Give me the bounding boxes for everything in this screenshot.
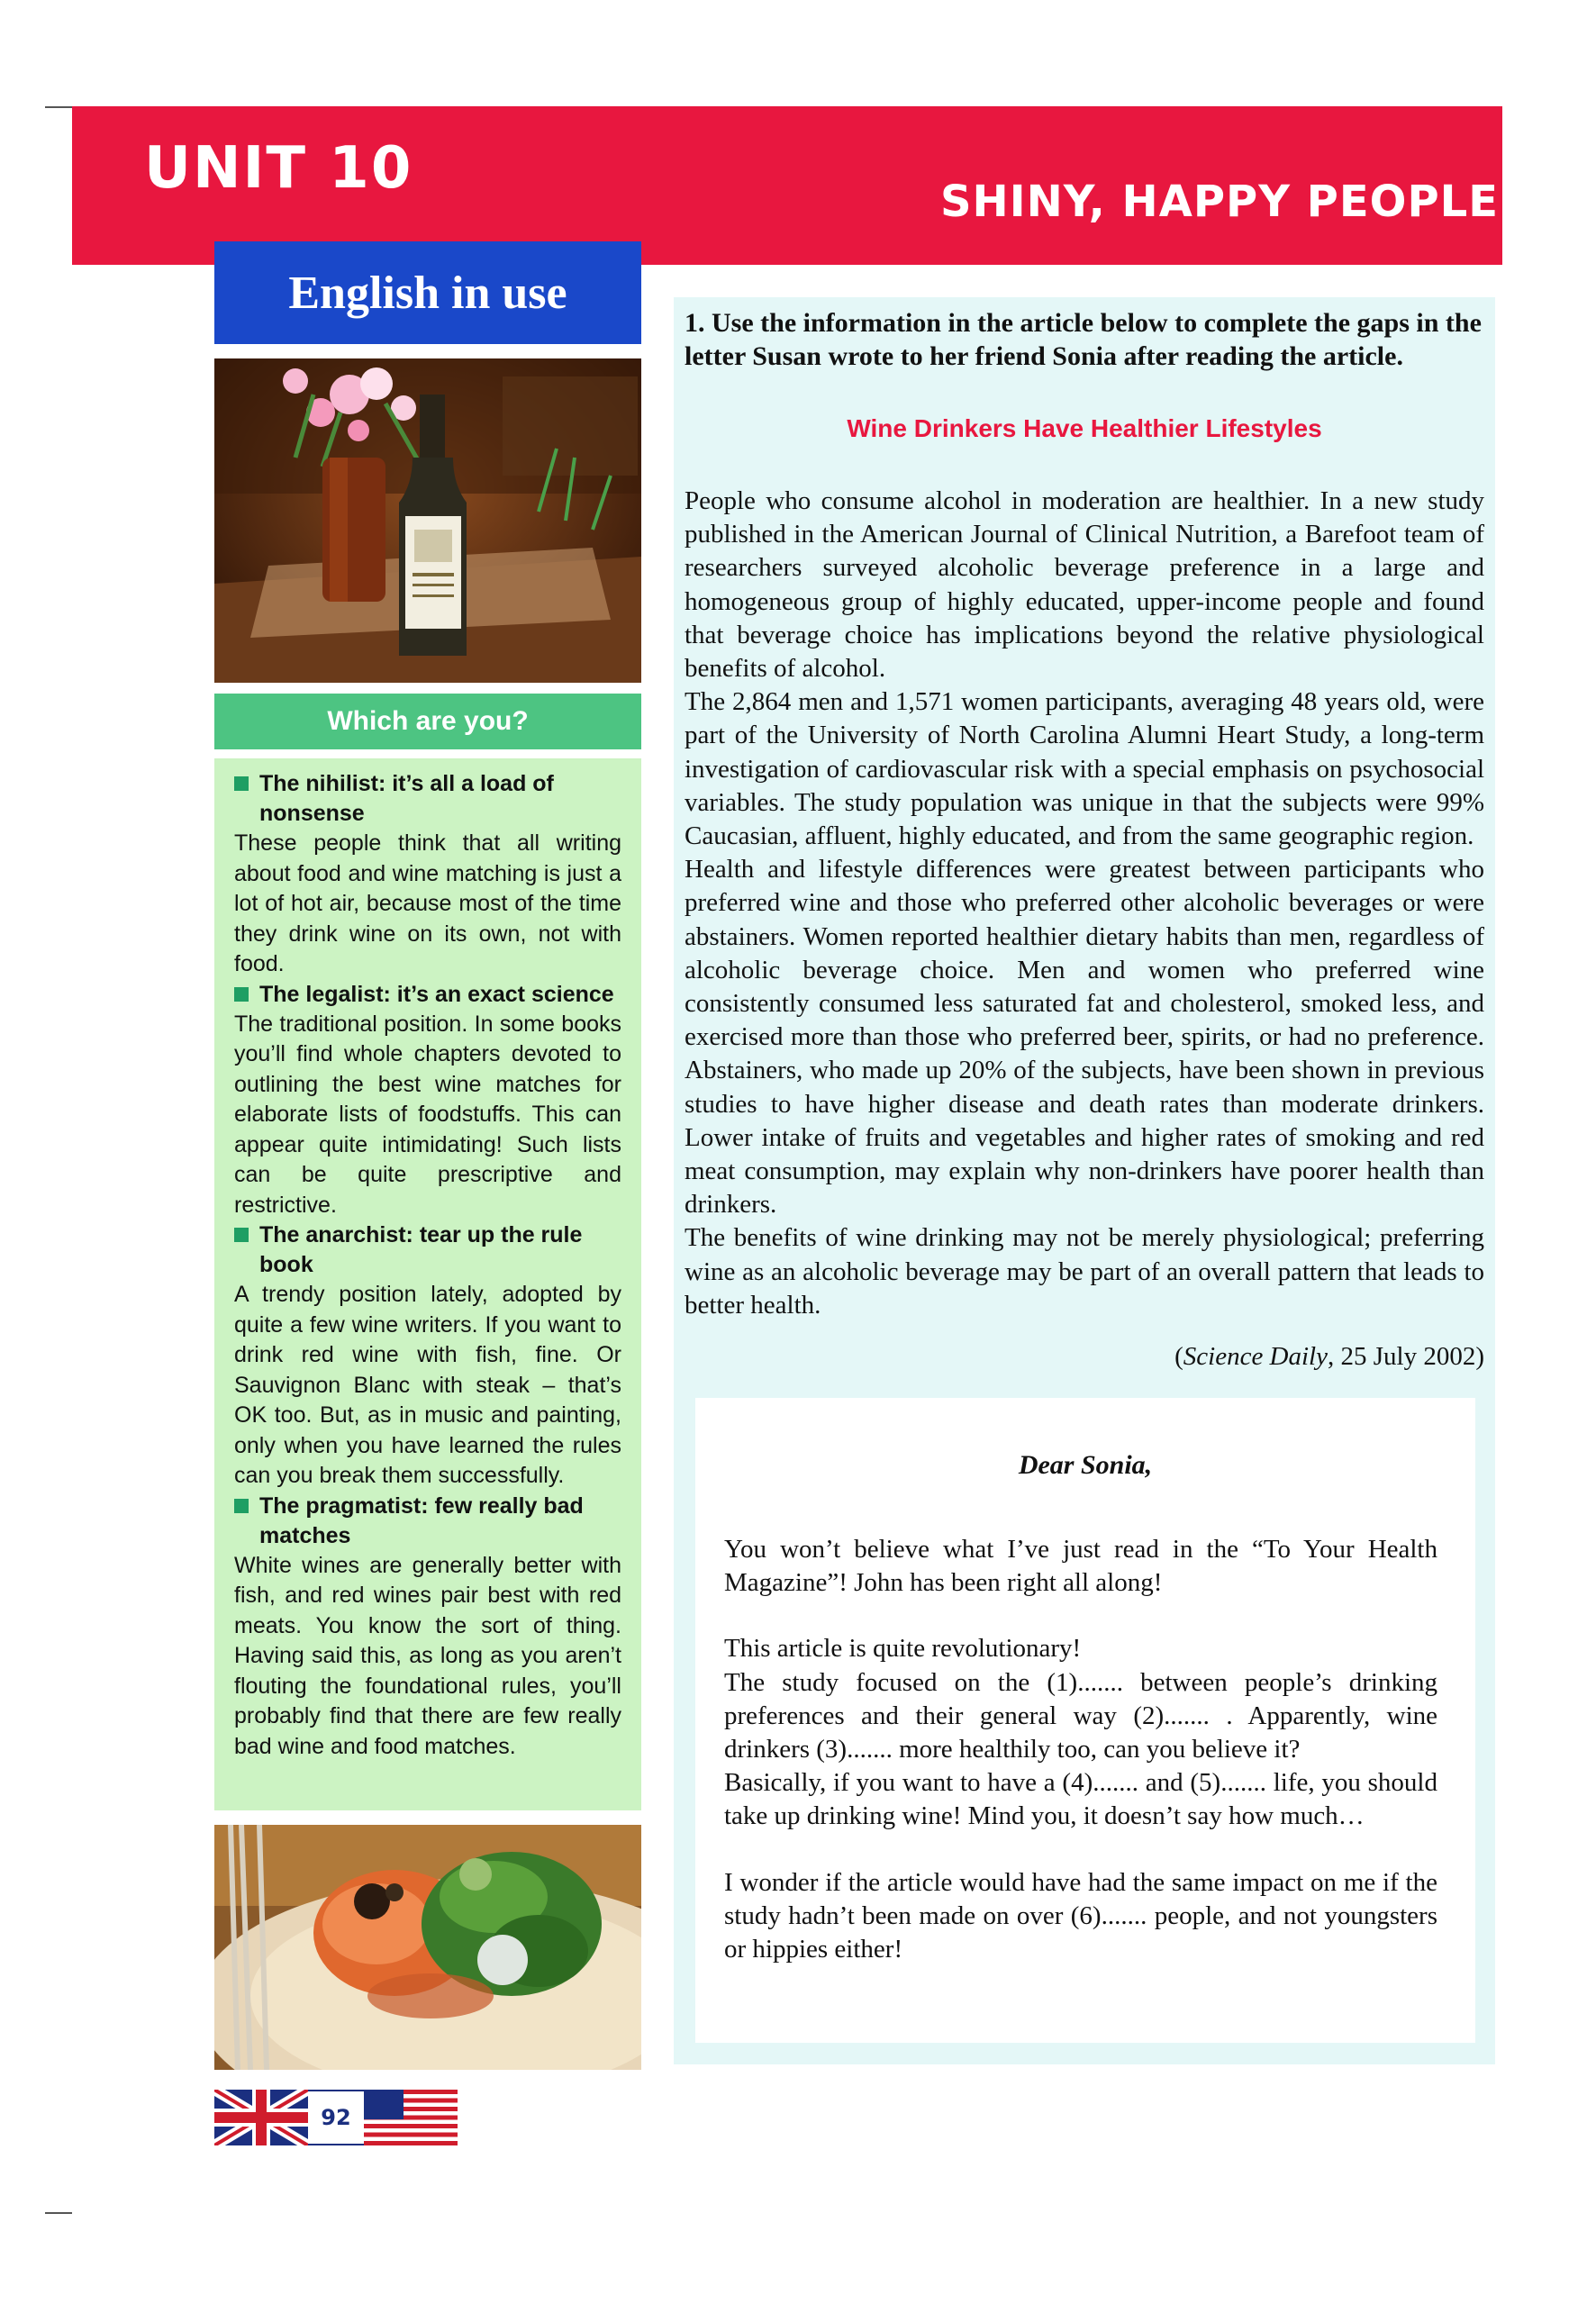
item-heading — [234, 980, 621, 1010]
item-heading-text: The pragmatist: few really bad matches — [259, 1492, 584, 1548]
letter-paragraph: I wonder if the article would have had the same impact on me if the study hadn’t been made on over (6)....... people, and not youngsters or hippies either! — [724, 1867, 1437, 1964]
us-flag-icon — [364, 2090, 458, 2145]
crop-mark-bottom — [45, 2212, 72, 2214]
article-citation — [685, 1342, 1484, 1372]
paragraph-gap — [724, 1600, 1437, 1632]
bullet-square-icon — [234, 987, 249, 1002]
letter-paragraph: You won’t believe what I’ve just read in the “To Your Health Magazine”! John has been right all along! — [724, 1535, 1437, 1598]
citation-source: Science Daily — [1183, 1342, 1328, 1371]
letter-greeting: Dear Sonia, — [1018, 1450, 1153, 1480]
article-title: Wine Drinkers Have Healthier Lifestyles — [847, 414, 1322, 442]
food-plate-photo — [214, 1825, 641, 2070]
bullet-square-icon — [234, 1228, 249, 1242]
item-heading — [234, 1220, 621, 1280]
item-heading — [234, 769, 621, 829]
paragraph-gap — [724, 1834, 1437, 1866]
item-text: The traditional position. In some books you’ll find whole chapters devoted to outlining the best wine matches for elaborate lists of foodstuffs. This can appear quite intimidating! Such lists can be quite prescriptive and restrictive. — [234, 1011, 621, 1218]
article-paragraph: People who consume alcohol in moderation are healthier. In a new study published in the American Journal of Clinical Nutrition, a Barefoot team of researchers surveyed alcoholic beverage preference in a large and homogeneous group of highly educated, upper-income people and found that beverage choice has implications beyond the relative physiological benefits of alcohol. — [685, 486, 1484, 684]
exercise-instruction: 1. Use the information in the article below to complete the gaps in the letter Susan wrote to her friend Sonia after reading the article. — [685, 308, 1482, 371]
item-heading-text: The nihilist: it’s all a load of nonsense — [259, 771, 554, 826]
footer-flags — [214, 2090, 458, 2145]
section-title: English in use — [214, 241, 641, 344]
letter-paragraph: Basically, if you want to have a (4)....... and (5)....... life, you should take up drinking wine! Mind you, it doesn’t say how much… — [724, 1768, 1437, 1831]
unit-title: UNIT 10 — [144, 135, 413, 202]
item-text: These people think that all writing about food and wine matching is just a lot of hot air, because most of the time they drink wine on its own, not with food. — [234, 830, 621, 976]
article-paragraph: The 2,864 men and 1,571 women participants, averaging 48 years old, were part of the University of North Carolina Alumni Heart Study, a long-term investigation of cardiovascular risk with a special emphasis on psychosocial variables. The study population was unique in that the subjects were 99% Caucasian, affluent, highly educated, and from the same geographic region. — [685, 687, 1484, 851]
citation-date: , 25 July 2002) — [1328, 1342, 1484, 1371]
letter-body — [724, 1533, 1437, 1966]
item-heading-text: The anarchist: tear up the rule book — [259, 1222, 583, 1277]
sidebar-content — [214, 758, 641, 1810]
crop-mark-top — [45, 106, 72, 108]
citation-open: ( — [1174, 1342, 1183, 1371]
wine-bottle-photo — [214, 358, 641, 683]
page-number: 92 — [308, 2090, 364, 2145]
item-text: A trendy position lately, adopted by quite a few wine writers. If you want to drink red wine with fish, fine. Or Sauvignon Blanc with steak – that’s OK too. But, as in music and painting, only when you have learned the rules can you break them successfully. — [234, 1282, 621, 1488]
letter-paragraph: This article is quite revolutionary! — [724, 1634, 1082, 1664]
bullet-square-icon — [234, 776, 249, 791]
article-paragraph: The benefits of wine drinking may not be merely physiological; preferring wine as an alcoholic beverage may be part of an overall pattern that leads to better health. — [685, 1223, 1484, 1320]
letter-box — [695, 1398, 1475, 2043]
unit-subtitle: SHINY, HAPPY PEOPLE — [939, 177, 1499, 227]
which-are-you-title: Which are you? — [214, 694, 641, 749]
article-body — [685, 485, 1484, 1322]
bullet-square-icon — [234, 1499, 249, 1513]
article-paragraph: Health and lifestyle differences were greatest between participants who preferred wine and those who preferred other alcoholic beverages or were abstainers. Women reported healthier dietary habits than men, regardless of alcoholic beverage choice. Men and women who preferred wine consistently consumed less saturated fat and cholesterol, smoked less, and exercised more than those who preferred beer, spirits, or had no preference. Abstainers, who made up 20% of the subjects, have been shown in previous studies to have higher disease and death rates than moderate drinkers. Lower intake of fruits and vegetables and higher rates of smoking and red meat consumption, may explain why non-drinkers have poorer health than drinkers. — [685, 855, 1484, 1220]
item-heading-text: The legalist: it’s an exact science — [259, 981, 614, 1007]
item-heading — [234, 1492, 621, 1551]
letter-paragraph: The study focused on the (1)....... between people’s drinking preferences and their general way (2)....... . Apparently, wine drinkers (3)....... more healthily too, can you believe it? — [724, 1667, 1437, 1764]
item-text: White wines are generally better with fish, and red wines pair best with red meats. You know the sort of thing. Having said this, as long as you aren’t flouting the foundational rules, you’ll probably find that there are few really bad wine and food matches. — [234, 1552, 621, 1759]
uk-flag-icon — [214, 2090, 308, 2145]
